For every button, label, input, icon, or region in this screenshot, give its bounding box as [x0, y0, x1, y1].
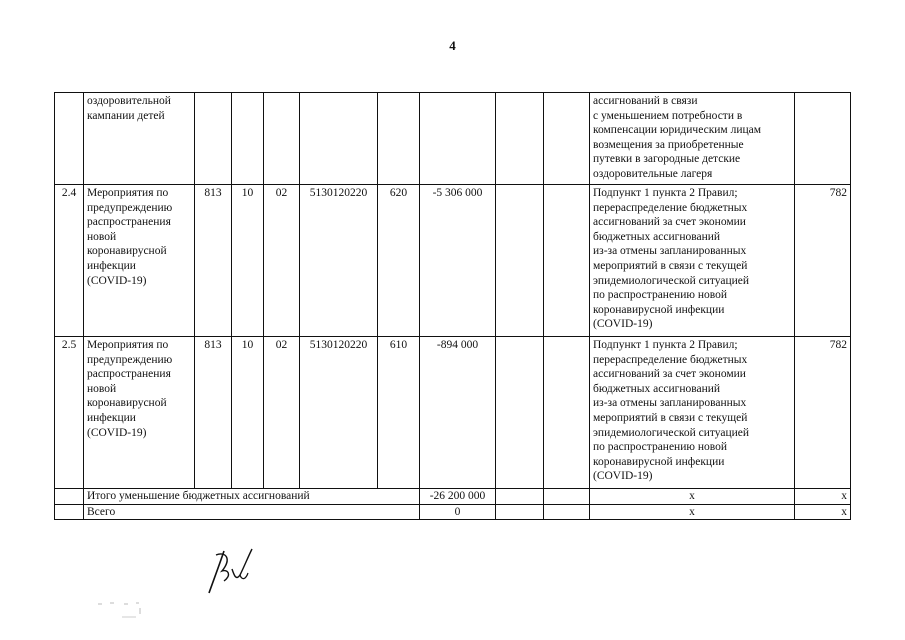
target-cell: 5130120220 [300, 337, 378, 489]
total-amount: -26 200 000 [420, 489, 496, 505]
basis-cell: Подпункт 1 пункта 2 Правил; перераспределение бюджетных ассигнований за счет экономии бюджетных ассигнований из-за отмены запланированных мероприятий в связи с текущей эпидемиологической ситуацией по распространению новой коронавирусной инфекции (COVID-19) [590, 185, 795, 337]
num-cell [55, 93, 84, 185]
target-cell: 5130120220 [300, 185, 378, 337]
amount-cell: -894 000 [420, 337, 496, 489]
vr-cell: 610 [378, 337, 420, 489]
name-cell: Мероприятия по предупреждению распространения новой коронавирусной инфекции (COVID-19) [84, 185, 195, 337]
vr-cell: 620 [378, 185, 420, 337]
extra-cell-1 [496, 337, 544, 489]
vr-cell [378, 93, 420, 185]
extra-cell-1 [496, 185, 544, 337]
total-amount: 0 [420, 504, 496, 520]
target-cell [300, 93, 378, 185]
num-cell: 2.5 [55, 337, 84, 489]
name-cell: Мероприятия по предупреждению распространения новой коронавирусной инфекции (COVID-19) [84, 337, 195, 489]
code-cell: 782 [795, 337, 851, 489]
subsection-cell: 02 [264, 185, 300, 337]
total-empty-cell [544, 504, 590, 520]
extra-cell-1 [496, 93, 544, 185]
total-code: x [795, 504, 851, 520]
total-empty-cell [544, 489, 590, 505]
total-code: x [795, 489, 851, 505]
extra-cell-2 [544, 93, 590, 185]
table-body [55, 93, 851, 520]
table-row [55, 337, 851, 489]
amount-cell [420, 93, 496, 185]
total-label: Итого уменьшение бюджетных ассигнований [84, 489, 420, 505]
subsection-cell [264, 93, 300, 185]
total-basis: x [590, 504, 795, 520]
total-label: Всего [84, 504, 420, 520]
budget-changes-table [54, 92, 851, 520]
grbs-cell [195, 93, 232, 185]
total-basis: x [590, 489, 795, 505]
section-cell: 10 [232, 337, 264, 489]
section-cell: 10 [232, 185, 264, 337]
amount-cell: -5 306 000 [420, 185, 496, 337]
total-empty-cell [496, 504, 544, 520]
total-empty-cell [496, 489, 544, 505]
section-cell [232, 93, 264, 185]
name-cell: оздоровительной кампании детей [84, 93, 195, 185]
extra-cell-2 [544, 185, 590, 337]
total-empty-cell [55, 504, 84, 520]
total-row [55, 489, 851, 505]
total-row [55, 504, 851, 520]
table-row [55, 185, 851, 337]
num-cell: 2.4 [55, 185, 84, 337]
grbs-cell: 813 [195, 185, 232, 337]
code-cell: 782 [795, 185, 851, 337]
grbs-cell: 813 [195, 337, 232, 489]
table-row [55, 93, 851, 185]
subsection-cell: 02 [264, 337, 300, 489]
handwritten-signature [206, 545, 256, 597]
basis-cell: Подпункт 1 пункта 2 Правил; перераспределение бюджетных ассигнований за счет экономии бюджетных ассигнований из-за отмены запланированных мероприятий в связи с текущей эпидемиологической ситуацией по распространению новой коронавирусной инфекции (COVID-19) [590, 337, 795, 489]
faint-scan-marks [96, 598, 146, 620]
basis-cell: ассигнований в связи с уменьшением потребности в компенсации юридическим лицам возмещения за приобретенные путевки в загородные детские оздоровительные лагеря [590, 93, 795, 185]
extra-cell-2 [544, 337, 590, 489]
code-cell [795, 93, 851, 185]
total-empty-cell [55, 489, 84, 505]
page-number: 4 [449, 38, 456, 53]
